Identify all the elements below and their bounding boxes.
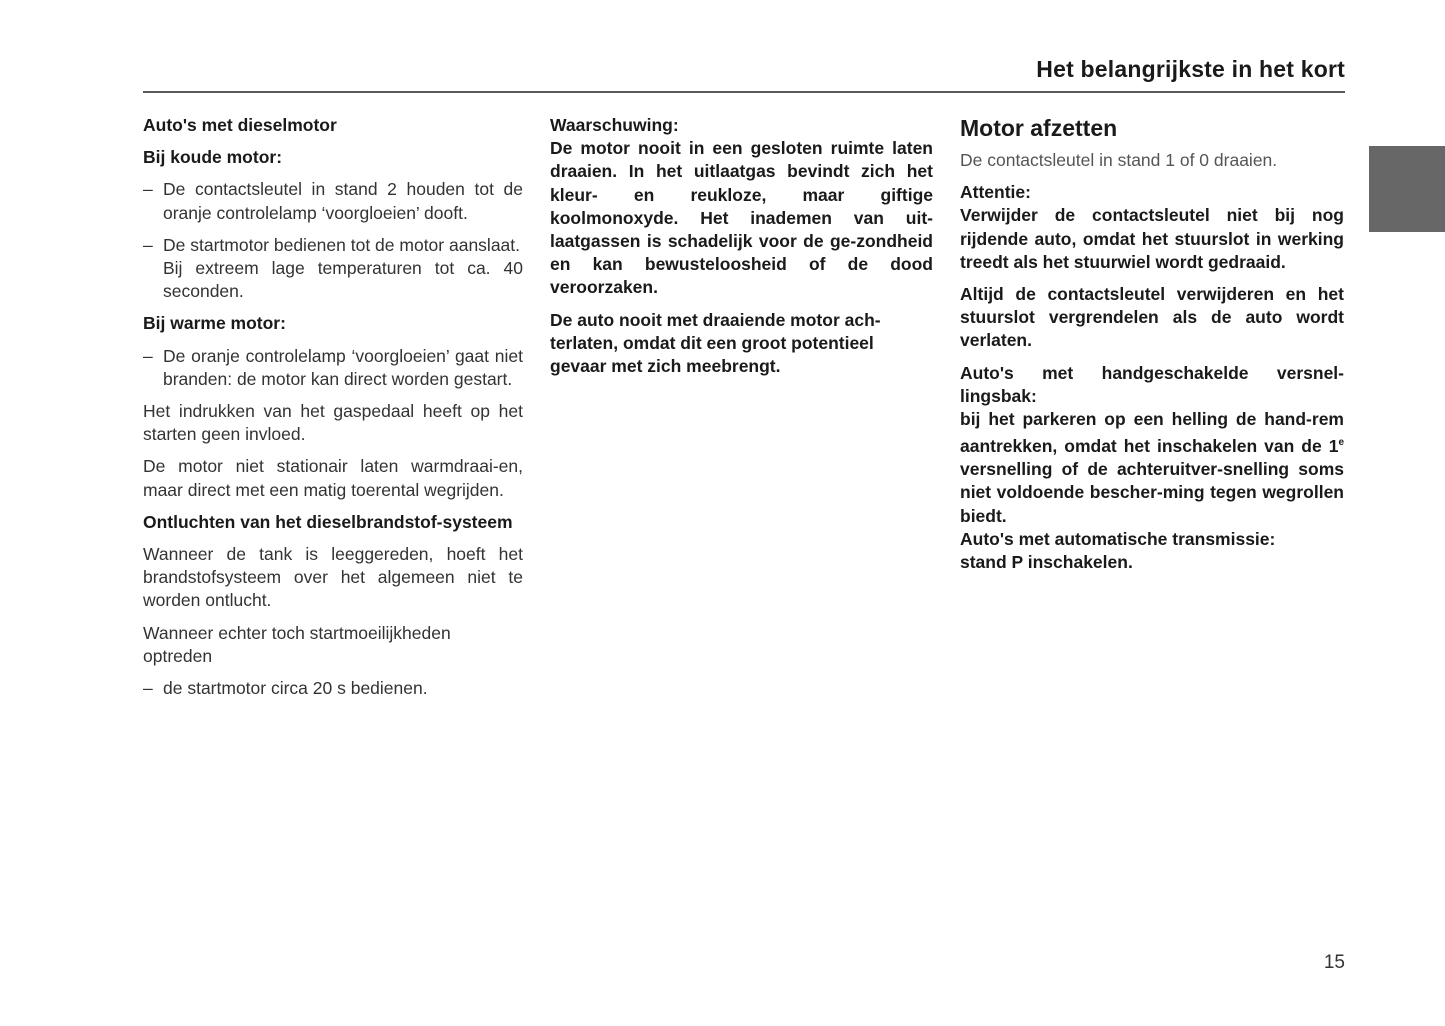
dash-marker: – bbox=[143, 678, 153, 699]
page-number: 15 bbox=[1323, 952, 1345, 973]
attention-block bbox=[960, 181, 1344, 274]
dash-marker: – bbox=[143, 234, 153, 255]
list-item bbox=[143, 178, 523, 224]
warm-engine-heading: Bij warme motor: bbox=[143, 313, 286, 334]
list-item-note: Bij extreem lage temperaturen tot ca. 40 seconden. bbox=[163, 258, 523, 302]
paragraph: Wanneer de tank is leeggereden, hoeft het brandstofsysteem over het algemeen niet te worden ontlucht. bbox=[143, 544, 523, 611]
warning-label: Waarschuwing: bbox=[550, 115, 679, 135]
dash-marker: – bbox=[143, 345, 153, 366]
cold-engine-heading: Bij koude motor: bbox=[143, 147, 283, 168]
engine-off-heading: Motor afzetten bbox=[960, 115, 1118, 141]
header-rule bbox=[143, 91, 1345, 93]
thumb-index-tab bbox=[1369, 146, 1445, 232]
list-item-text: De contactsleutel in stand 2 houden tot de oranje controlelamp ‘voorgloeien’ dooft. bbox=[163, 179, 523, 223]
bleeding-heading: Ontluchten van het dieselbrandstof-systeem bbox=[143, 511, 513, 532]
manual-label: Auto's met handgeschakelde versnel-lingsbak: bbox=[960, 362, 1344, 406]
manual-transmission-block bbox=[960, 362, 1344, 575]
column-engine-off bbox=[960, 114, 1344, 583]
paragraph: Het indrukken van het gaspedaal heeft op het starten geen invloed. bbox=[143, 401, 523, 445]
section-title: Het belangrijkste in het kort bbox=[1036, 56, 1345, 82]
paragraph: Wanneer echter toch startmoeilijkheden optreden bbox=[143, 622, 451, 666]
list-item bbox=[143, 234, 523, 304]
list-item-text: de startmotor circa 20 s bedienen. bbox=[163, 678, 428, 699]
list-item-text: De startmotor bedienen tot de motor aanslaat. bbox=[163, 234, 521, 255]
warning-block bbox=[550, 114, 933, 300]
manual-text-pre: bij het parkeren op een helling de hand-rem aantrekken, omdat het inschakelen van de 1 bbox=[960, 409, 1344, 457]
manual-text-post: versnelling of de achteruitver-snelling soms niet voldoende bescher-ming tegen wegrollen biedt. bbox=[960, 459, 1344, 526]
automatic-text: stand P inschakelen. bbox=[960, 552, 1133, 573]
warning-text: De motor nooit in een gesloten ruimte laten draaien. In het uitlaatgas bevindt zich het kleur- en reukloze, maar giftige koolmonoxyde. Het inademen van uit-laatgassen is schadelijk voor de ge-zondheid en kan bewusteloosheid of de dood veroorzaken. bbox=[550, 138, 933, 298]
paragraph: De motor niet stationair laten warmdraai-en, maar direct met een matig toerental wegrijden. bbox=[143, 456, 523, 500]
list-item-text: De oranje controlelamp ‘voorgloeien’ gaat niet branden: de motor kan direct worden gestart. bbox=[163, 345, 523, 389]
superscript: e bbox=[1338, 437, 1344, 449]
list-item bbox=[143, 677, 523, 700]
intro-text: De contactsleutel in stand 1 of 0 draaien. bbox=[960, 150, 1278, 170]
attention-label: Attentie: bbox=[960, 182, 1031, 203]
diesel-heading: Auto's met dieselmotor bbox=[143, 115, 337, 135]
warning-text-2: De auto nooit met draaiende motor ach-terlaten, omdat dit een groot potentieel gevaar met zich meebrengt. bbox=[550, 309, 881, 377]
automatic-label: Auto's met automatische transmissie: bbox=[960, 528, 1276, 549]
dash-marker: – bbox=[143, 179, 153, 200]
list-item bbox=[143, 345, 523, 391]
column-diesel bbox=[143, 114, 523, 709]
always-remove-key-text: Altijd de contactsleutel verwijderen en het stuurslot vergrendelen als de auto wordt verlaten. bbox=[960, 284, 1344, 351]
column-warning bbox=[550, 114, 933, 387]
attention-text: Verwijder de contactsleutel niet bij nog rijdende auto, omdat het stuurslot in werking treedt als het stuurwiel wordt gedraaid. bbox=[960, 205, 1344, 272]
manual-text bbox=[960, 409, 1344, 526]
